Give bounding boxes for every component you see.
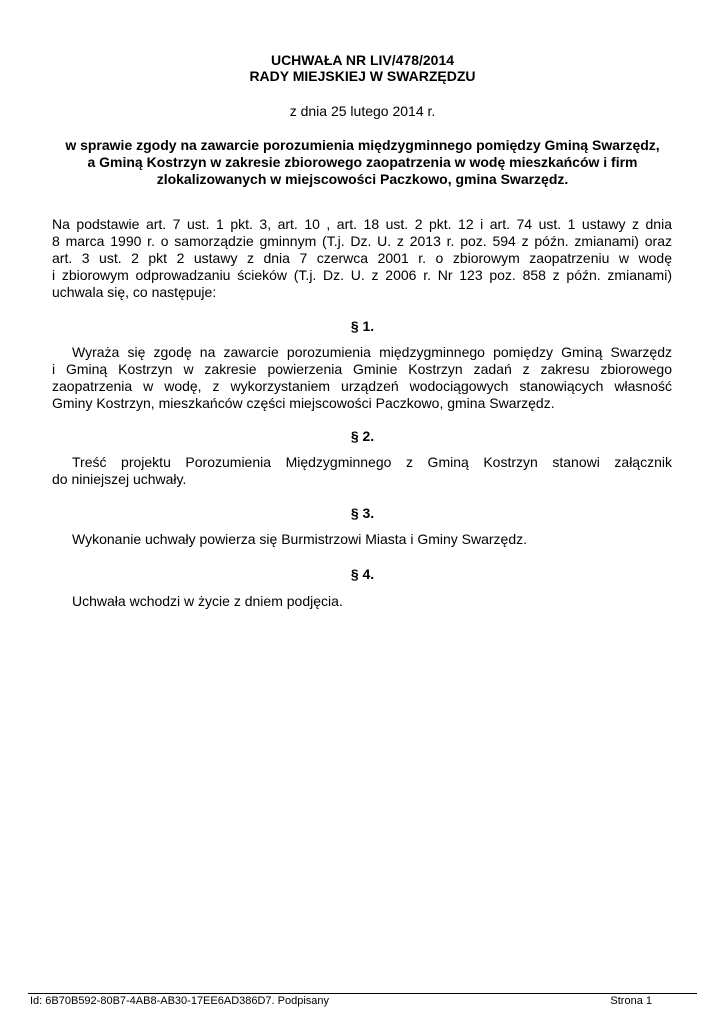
paragraph-line: Gminy Kostrzyn, mieszkańców części miejscowości Paczkowo, gmina Swarzędz.: [52, 395, 555, 411]
paragraph-line: Wyraża się zgodę na zawarcie porozumienia międzygminnego pomiędzy Gminą Swarzędz: [72, 344, 672, 360]
section-4-text: Uchwała wchodzi w życie z dniem podjęcia.: [72, 593, 343, 609]
paragraph-line: zaopatrzenia w wodę, z wykorzystaniem urządzeń wodociągowych stanowiących własność: [52, 378, 672, 394]
section-1-text: [52, 344, 672, 412]
section-2-heading: § 2.: [350, 428, 375, 444]
legal-basis-paragraph: [52, 216, 672, 301]
paragraph-line: do niniejszej uchwały.: [52, 471, 187, 487]
resolution-date: z dnia 25 lutego 2014 r.: [289, 103, 436, 119]
subject-line: zlokalizowanych w miejscowości Paczkowo, gmina Swarzędz.: [156, 171, 569, 187]
subject-line: w sprawie zgody na zawarcie porozumienia międzygminnego pomiędzy Gminą Swarzędz,: [65, 137, 660, 153]
resolution-number: UCHWAŁA NR LIV/478/2014: [270, 52, 455, 68]
paragraph-line: i Gminą Kostrzyn w zakresie powierzenia Gminie Kostrzyn zadań z zakresu zbiorowego: [52, 361, 672, 377]
section-3-heading: § 3.: [350, 505, 375, 521]
resolution-subject: [50, 137, 675, 188]
section-3-text: Wykonanie uchwały powierza się Burmistrzowi Miasta i Gminy Swarzędz.: [72, 531, 528, 547]
council-name: RADY MIEJSKIEJ W SWARZĘDZU: [249, 68, 476, 84]
paragraph-line: art. 3 ust. 2 pkt 2 ustawy z dnia 7 czerwca 2001 r. o zbiorowym zaopatrzeniu w wodę: [52, 250, 672, 266]
paragraph-line: Na podstawie art. 7 ust. 1 pkt. 3, art. 10 , art. 18 ust. 2 pkt. 12 i art. 74 ust. 1 ustawy z dnia: [52, 216, 672, 232]
paragraph-line: Treść projektu Porozumienia Międzygminnego z Gminą Kostrzyn stanowi załącznik: [72, 454, 672, 470]
paragraph-line: uchwala się, co następuje:: [52, 284, 217, 300]
document-id: Id: 6B70B592-80B7-4AB8-AB30-17EE6AD386D7. Podpisany: [30, 995, 330, 1007]
page-number: Strona 1: [610, 995, 652, 1007]
section-1-heading: § 1.: [350, 318, 375, 334]
section-2-text: [52, 454, 672, 488]
paragraph-line: i zbiorowym odprowadzaniu ścieków (T.j. Dz. U. z 2006 r. Nr 123 poz. 858 z późn. zmianami): [52, 267, 672, 283]
subject-line: a Gminą Kostrzyn w zakresie zbiorowego zaopatrzenia w wodę mieszkańców i firm: [87, 154, 638, 170]
section-4-heading: § 4.: [350, 566, 375, 582]
footer-divider: [28, 993, 697, 994]
paragraph-line: 8 marca 1990 r. o samorządzie gminnym (T.j. Dz. U. z 2013 r. poz. 594 z późn. zmianami) oraz: [52, 233, 672, 249]
